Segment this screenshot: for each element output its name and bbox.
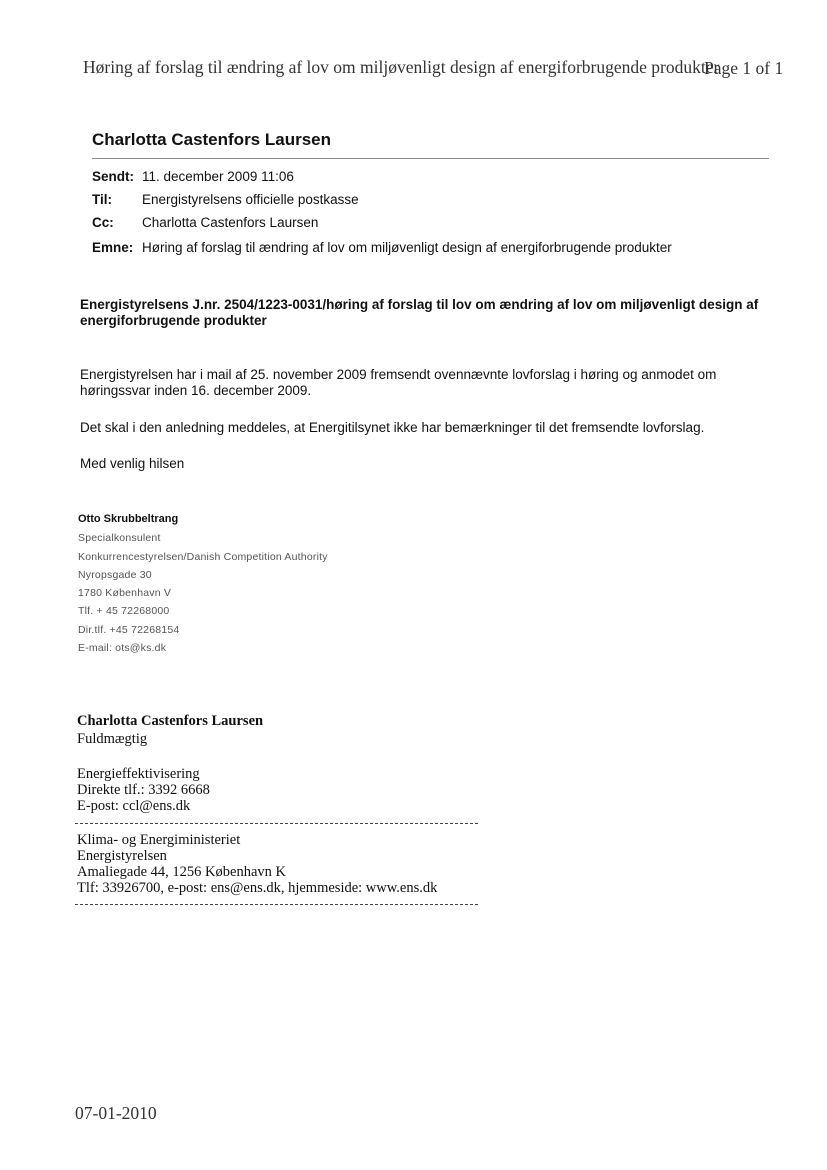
- signature-ks-name: Otto Skrubbeltrang: [78, 513, 179, 525]
- print-header-title: Høring af forslag til ændring af lov om miljøvenligt design af energiforbrugende produkter: [83, 57, 720, 77]
- meta-label-to: Til:: [92, 192, 112, 207]
- signature-ens-org-line: Energistyrelsen: [77, 848, 167, 864]
- meta-value-to: Energistyrelsens officielle postkasse: [142, 192, 359, 207]
- signature-ens-org-line: Amaliegade 44, 1256 København K: [77, 864, 286, 880]
- body-paragraph-1: Energistyrelsen har i mail af 25. november 2009 fremsendt ovennævnte lovforslag i høring og anmodet om høringssvar inden 16. december 2009.: [80, 367, 717, 398]
- signature-ks-line: Dir.tlf. +45 72268154: [78, 624, 180, 636]
- meta-label-subject: Emne:: [92, 240, 134, 255]
- signature-ens-name: Charlotta Castenfors Laursen: [77, 713, 264, 729]
- signature-ks-line: 1780 København V: [78, 587, 172, 599]
- meta-value-sent: 11. december 2009 11:06: [142, 169, 294, 184]
- dashed-divider-top: [75, 823, 478, 824]
- signature-ens-org-line: Tlf: 33926700, e-post: ens@ens.dk, hjemmeside: www.ens.dk: [77, 880, 438, 896]
- signature-ens-email: E-post: ccl@ens.dk: [77, 798, 191, 814]
- body-paragraph-2: Det skal i den anledning meddeles, at Energitilsynet ikke har bemærkninger til det fremsendte lovforslag.: [80, 420, 705, 435]
- signature-ens-org-line: Klima- og Energiministeriet: [77, 832, 241, 848]
- print-header-page-number: Page 1 of 1: [704, 58, 784, 78]
- dashed-divider-bottom: [75, 904, 478, 905]
- signature-ks-line: Tlf. + 45 72268000: [78, 605, 170, 617]
- signature-ks-line: Specialkonsulent: [78, 532, 161, 544]
- signature-ens-title: Fuldmægtig: [77, 731, 148, 747]
- signature-ks-line: Konkurrencestyrelsen/Danish Competition Authority: [78, 551, 328, 563]
- signature-ens-phone: Direkte tlf.: 3392 6668: [77, 782, 210, 798]
- body-closing: Med venlig hilsen: [80, 456, 185, 471]
- meta-value-subject: Høring af forslag til ændring af lov om miljøvenligt design af energiforbrugende produkter: [142, 240, 672, 255]
- header-divider: [92, 158, 769, 159]
- signature-ens-department: Energieffektivisering: [77, 766, 200, 782]
- email-sender-name: Charlotta Castenfors Laursen: [92, 130, 331, 149]
- meta-label-cc: Cc:: [92, 215, 114, 230]
- body-subject-heading: Energistyrelsens J.nr. 2504/1223-0031/høring af forslag til lov om ændring af lov om miljøvenligt design af energiforbrugende produkter: [80, 297, 759, 328]
- meta-label-sent: Sendt:: [92, 169, 134, 184]
- signature-ks-email: E-mail: ots@ks.dk: [78, 642, 167, 654]
- print-footer-date: 07-01-2010: [75, 1103, 157, 1123]
- meta-value-cc: Charlotta Castenfors Laursen: [142, 215, 319, 230]
- signature-ks-line: Nyropsgade 30: [78, 569, 152, 581]
